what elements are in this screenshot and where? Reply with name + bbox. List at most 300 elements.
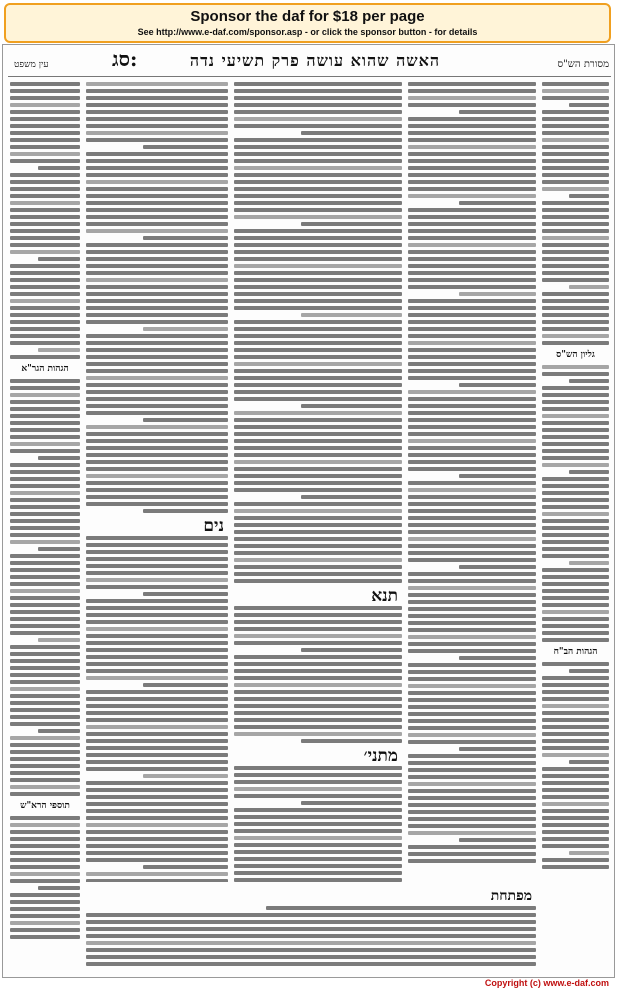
text-line: [301, 739, 402, 743]
text-line: [234, 836, 402, 840]
text-line: [234, 502, 402, 506]
text-line: [542, 830, 609, 834]
text-line: [542, 781, 609, 785]
text-line: [10, 341, 80, 345]
text-line: [10, 645, 80, 649]
text-line: [542, 477, 609, 481]
text-line: [86, 334, 228, 338]
copyright-link[interactable]: Copyright (c) www.e-daf.com: [484, 978, 609, 988]
text-line: [234, 264, 402, 268]
text-line: [234, 285, 402, 289]
text-line: [542, 152, 609, 156]
text-line: [234, 634, 402, 638]
text-line: [301, 222, 402, 226]
text-line: [10, 152, 80, 156]
masoret-text: [542, 82, 609, 345]
text-line: [86, 495, 228, 499]
text-line: [86, 124, 228, 128]
text-line: [10, 659, 80, 663]
tosafot-text-2: [86, 536, 228, 882]
text-line: [542, 208, 609, 212]
text-line: [542, 334, 609, 338]
text-line: [234, 439, 402, 443]
text-line: [408, 859, 536, 863]
text-line: [10, 222, 80, 226]
gemara-column: [234, 82, 402, 882]
text-line: [301, 801, 402, 805]
text-line: [408, 362, 536, 366]
text-line: [10, 526, 80, 530]
text-line: [542, 788, 609, 792]
text-line: [86, 299, 228, 303]
text-line: [542, 512, 609, 516]
text-line: [234, 822, 402, 826]
text-line: [234, 236, 402, 240]
text-line: [234, 418, 402, 422]
text-line: [10, 449, 80, 453]
text-line: [408, 733, 536, 737]
text-line: [234, 383, 402, 387]
sponsor-title: Sponsor the daf for $18 per page: [190, 8, 425, 25]
text-line: [10, 928, 80, 932]
text-line: [408, 418, 536, 422]
text-line: [408, 355, 536, 359]
text-line: [10, 554, 80, 558]
text-line: [143, 236, 228, 240]
sponsor-link[interactable]: See http://www.e-daf.com/sponsor.asp - or click the sponsor button - for details: [137, 27, 478, 37]
tosafot-harosh-text: [10, 816, 80, 942]
text-line: [408, 327, 536, 331]
text-line: [10, 603, 80, 607]
text-line: [542, 498, 609, 502]
text-line: [10, 243, 80, 247]
text-line: [10, 278, 80, 282]
text-line: [234, 516, 402, 520]
text-line: [569, 760, 609, 764]
tosafot-harosh-heading: תוספי הרא"ש: [20, 801, 70, 811]
text-line: [542, 372, 609, 376]
text-line: [234, 327, 402, 331]
gilyon-hashas-heading: גליון הש"ס: [556, 350, 595, 360]
text-line: [542, 484, 609, 488]
text-line: [86, 376, 228, 380]
text-line: [10, 470, 80, 474]
text-line: [408, 852, 536, 856]
text-line: [38, 729, 80, 733]
text-line: [542, 292, 609, 296]
text-line: [542, 421, 609, 425]
text-line: [542, 299, 609, 303]
text-line: [408, 229, 536, 233]
text-line: [408, 215, 536, 219]
text-line: [542, 442, 609, 446]
text-line: [10, 624, 80, 628]
text-line: [10, 299, 80, 303]
text-line: [408, 96, 536, 100]
text-line: [234, 474, 402, 478]
text-line: [542, 718, 609, 722]
text-line: [86, 809, 228, 813]
text-line: [10, 792, 80, 796]
text-line: [10, 320, 80, 324]
right-margin-column: [542, 82, 609, 942]
text-line: [408, 285, 536, 289]
text-line: [86, 313, 228, 317]
text-line: [459, 747, 536, 751]
text-line: [10, 194, 80, 198]
text-line: [234, 446, 402, 450]
text-line: [408, 614, 536, 618]
text-line: [10, 858, 80, 862]
text-line: [86, 767, 228, 771]
text-line: [234, 355, 402, 359]
text-line: [234, 794, 402, 798]
text-line: [542, 428, 609, 432]
text-line: [10, 131, 80, 135]
text-line: [86, 166, 228, 170]
text-line: [86, 355, 228, 359]
text-line: [408, 544, 536, 548]
text-line: [86, 788, 228, 792]
gilyon-text: [542, 365, 609, 642]
text-line: [10, 386, 80, 390]
text-line: [234, 683, 402, 687]
text-line: [86, 180, 228, 184]
text-line: [542, 117, 609, 121]
gemara-text-2: [234, 606, 402, 743]
text-line: [542, 222, 609, 226]
text-line: [542, 236, 609, 240]
text-line: [86, 488, 228, 492]
text-line: [542, 610, 609, 614]
text-line: [542, 456, 609, 460]
text-line: [234, 843, 402, 847]
text-line: [408, 628, 536, 632]
text-line: [542, 746, 609, 750]
text-line: [234, 766, 402, 770]
text-line: [542, 858, 609, 862]
text-line: [10, 519, 80, 523]
text-line: [10, 292, 80, 296]
text-line: [86, 948, 536, 952]
text-line: [542, 463, 609, 467]
text-line: [10, 96, 80, 100]
text-line: [542, 662, 609, 666]
text-line: [542, 603, 609, 607]
text-line: [542, 711, 609, 715]
hagahot-habach-heading: הגהות הב"ח: [553, 647, 598, 657]
text-line: [542, 393, 609, 397]
text-line: [542, 704, 609, 708]
text-line: [234, 669, 402, 673]
text-line: [234, 704, 402, 708]
text-line: [542, 795, 609, 799]
text-line: [234, 320, 402, 324]
text-line: [10, 428, 80, 432]
text-line: [542, 110, 609, 114]
text-line: [86, 243, 228, 247]
bottom-commentary: [86, 906, 536, 972]
text-line: [408, 810, 536, 814]
text-line: [301, 648, 402, 652]
text-line: [234, 718, 402, 722]
text-line: [408, 761, 536, 765]
text-line: [10, 505, 80, 509]
text-line: [408, 173, 536, 177]
sponsor-banner[interactable]: [4, 3, 611, 43]
masoret-label: מסורת הש"ס: [557, 59, 609, 70]
text-line: [234, 606, 402, 610]
text-line: [10, 743, 80, 747]
text-line: [10, 477, 80, 481]
text-line: [10, 498, 80, 502]
text-line: [86, 746, 228, 750]
text-line: [86, 110, 228, 114]
text-line: [408, 698, 536, 702]
text-line: [408, 271, 536, 275]
text-line: [542, 257, 609, 261]
text-line: [408, 516, 536, 520]
text-line: [542, 124, 609, 128]
text-line: [408, 264, 536, 268]
text-line: [569, 194, 609, 198]
text-line: [542, 89, 609, 93]
text-line: [408, 222, 536, 226]
text-line: [234, 662, 402, 666]
text-line: [542, 159, 609, 163]
text-line: [542, 582, 609, 586]
text-line: [86, 941, 536, 945]
text-line: [234, 201, 402, 205]
text-line: [10, 610, 80, 614]
text-line: [234, 334, 402, 338]
text-line: [234, 878, 402, 882]
text-line: [10, 722, 80, 726]
text-line: [234, 145, 402, 149]
text-line: [234, 124, 402, 128]
text-line: [266, 906, 536, 910]
text-line: [234, 697, 402, 701]
text-line: [542, 725, 609, 729]
text-line: [86, 208, 228, 212]
text-line: [10, 407, 80, 411]
text-line: [10, 159, 80, 163]
text-line: [10, 435, 80, 439]
text-line: [569, 561, 609, 565]
text-line: [10, 138, 80, 142]
text-line: [10, 673, 80, 677]
text-line: [408, 523, 536, 527]
text-line: [86, 599, 228, 603]
text-line: [86, 460, 228, 464]
text-line: [234, 780, 402, 784]
text-line: [234, 432, 402, 436]
text-line: [234, 159, 402, 163]
text-line: [86, 390, 228, 394]
text-line: [542, 400, 609, 404]
text-line: [10, 652, 80, 656]
text-line: [542, 271, 609, 275]
text-line: [234, 467, 402, 471]
text-line: [234, 229, 402, 233]
text-line: [234, 411, 402, 415]
bottom-commentary-heading: [86, 888, 536, 904]
text-line: [10, 907, 80, 911]
text-line: [408, 796, 536, 800]
text-line: [86, 962, 536, 966]
text-line: [38, 886, 80, 890]
text-line: [86, 117, 228, 121]
text-line: [569, 851, 609, 855]
text-line: [542, 589, 609, 593]
text-line: [86, 550, 228, 554]
text-line: [10, 708, 80, 712]
ein-mishpat-label: עין משפט: [14, 60, 49, 70]
text-line: [408, 705, 536, 709]
text-line: [542, 180, 609, 184]
text-line: [86, 152, 228, 156]
header-divider: [8, 76, 611, 77]
text-line: [408, 642, 536, 646]
text-line: [10, 568, 80, 572]
text-line: [10, 379, 80, 383]
text-line: [542, 844, 609, 848]
text-line: [408, 306, 536, 310]
text-line: [234, 488, 402, 492]
text-line: [542, 173, 609, 177]
text-line: [10, 484, 80, 488]
text-line: [542, 341, 609, 345]
text-line: [10, 285, 80, 289]
text-line: [408, 635, 536, 639]
text-line: [86, 425, 228, 429]
text-line: [86, 760, 228, 764]
text-line: [234, 864, 402, 868]
text-line: [542, 568, 609, 572]
text-line: [234, 82, 402, 86]
text-line: [86, 383, 228, 387]
text-line: [86, 711, 228, 715]
text-line: [10, 201, 80, 205]
text-line: [234, 173, 402, 177]
text-line: [10, 589, 80, 593]
text-line: [408, 243, 536, 247]
text-line: [408, 397, 536, 401]
text-line: [10, 865, 80, 869]
text-line: [542, 82, 609, 86]
text-line: [234, 243, 402, 247]
text-line: [408, 446, 536, 450]
text-line: [408, 845, 536, 849]
text-line: [542, 739, 609, 743]
text-line: [542, 138, 609, 142]
text-line: [86, 753, 228, 757]
text-line: [408, 152, 536, 156]
text-line: [38, 257, 80, 261]
text-line: [86, 222, 228, 226]
text-line: [234, 208, 402, 212]
text-line: [408, 117, 536, 121]
text-line: [234, 857, 402, 861]
text-line: [542, 617, 609, 621]
text-line: [10, 103, 80, 107]
text-line: [10, 306, 80, 310]
text-line: [408, 754, 536, 758]
text-line: [542, 774, 609, 778]
text-line: [38, 638, 80, 642]
text-line: [408, 586, 536, 590]
text-line: [234, 89, 402, 93]
text-line: [10, 414, 80, 418]
text-line: [408, 404, 536, 408]
text-line: [10, 512, 80, 516]
hagahot-hagra-heading: הגהות הגר"א: [21, 364, 69, 374]
text-line: [10, 687, 80, 691]
text-line: [234, 103, 402, 107]
hagahot-text: [10, 379, 80, 796]
text-line: [86, 613, 228, 617]
text-line: [10, 778, 80, 782]
text-line: [542, 540, 609, 544]
text-line: [86, 432, 228, 436]
text-line: [408, 684, 536, 688]
text-line: [86, 676, 228, 680]
text-line: [408, 530, 536, 534]
text-line: [86, 879, 228, 882]
text-line: [542, 414, 609, 418]
text-line: [86, 292, 228, 296]
text-line: [542, 201, 609, 205]
text-line: [408, 159, 536, 163]
text-line: [234, 110, 402, 114]
text-line: [234, 530, 402, 534]
text-line: [301, 495, 402, 499]
text-line: [86, 704, 228, 708]
text-line: [459, 565, 536, 569]
text-line: [10, 229, 80, 233]
text-line: [234, 551, 402, 555]
text-line: [569, 103, 609, 107]
text-line: [408, 131, 536, 135]
text-line: [86, 920, 536, 924]
text-line: [10, 893, 80, 897]
text-line: [301, 313, 402, 317]
text-line: [234, 815, 402, 819]
left-margin-column: [10, 82, 80, 942]
text-line: [542, 816, 609, 820]
text-line: [408, 789, 536, 793]
text-line: [86, 474, 228, 478]
text-line: [86, 138, 228, 142]
text-line: [86, 662, 228, 666]
text-line: [10, 355, 80, 359]
text-line: [234, 690, 402, 694]
text-line: [10, 715, 80, 719]
text-line: [10, 491, 80, 495]
text-line: [234, 194, 402, 198]
text-line: [542, 690, 609, 694]
text-line: [10, 533, 80, 537]
text-line: [10, 844, 80, 848]
text-line: [234, 871, 402, 875]
text-line: [234, 96, 402, 100]
text-line: [10, 215, 80, 219]
text-line: [234, 152, 402, 156]
text-line: [542, 505, 609, 509]
text-line: [86, 453, 228, 457]
text-line: [408, 278, 536, 282]
text-line: [86, 739, 228, 743]
